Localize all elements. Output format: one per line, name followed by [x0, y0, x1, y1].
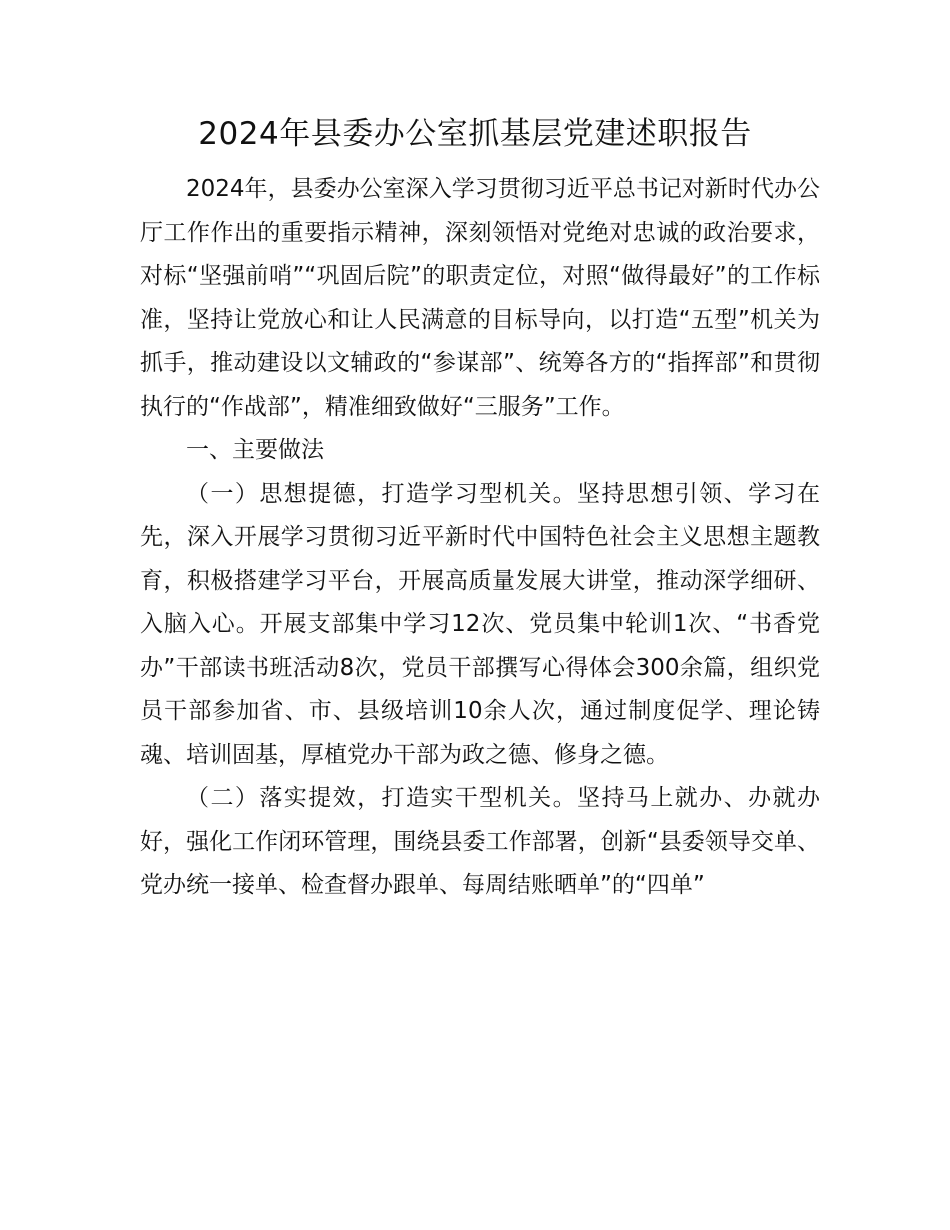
intro-paragraph: 2024年，县委办公室深入学习贯彻习近平总书记对新时代办公厅工作作出的重要指示精神，深刻领悟对党绝对忠诚的政治要求，对标“坚强前哨”“巩固后院”的职责定位，对照“做得最好”的工作标准，坚持让党放心和让人民满意的目标导向，以打造“五型”机关为抓手，推动建设以文辅政的“参谋部”、统筹各方的“指挥部”和贯彻执行的“作战部”，精准细致做好“三服务”工作。 — [140, 176, 820, 420]
subsection-1-paragraph: （一）思想提德，打造学习型机关。坚持思想引领、学习在先，深入开展学习贯彻习近平新时代中国特色社会主义思想主题教育，积极搭建学习平台，开展高质量发展大讲堂，推动深学细研、入脑入心。开展支部集中学习12次、党员集中轮训1次、“书香党办”干部读书班活动8次，党员干部撰写心得体会300余篇，组织党员干部参加省、市、县级培训10余人次，通过制度促学、理论铸魂、培训固基，厚植党办干部为政之德、修身之德。 — [140, 480, 820, 768]
document-body — [140, 168, 820, 908]
subsection-2-paragraph: （二）落实提效，打造实干型机关。坚持马上就办、办就办好，强化工作闭环管理，围绕县委工作部署，创新“县委领导交单、党办统一接单、检查督办跟单、每周结账晒单”的“四单” — [140, 785, 820, 898]
document-title: 2024年县委办公室抓基层党建述职报告 — [198, 116, 752, 152]
section-heading: 一、主要做法 — [186, 437, 324, 463]
